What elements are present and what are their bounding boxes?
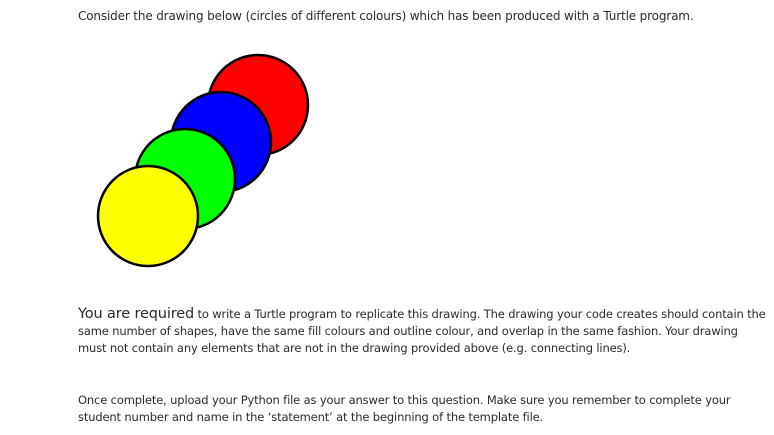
- yellow-circle: [98, 166, 198, 266]
- question-intro: Consider the drawing below (circles of different colours) which has been produced with a Turtle program.: [78, 9, 694, 23]
- instructions-rest: to write a Turtle program to replicate this drawing. The drawing your code creates should contain the same number of shapes, have the same fill colours and outline colour, and overlap in the same fashion. Your drawing must not contain any elements that are not in the drawing provided above (e.g. connecting lines).: [78, 307, 766, 355]
- instructions-paragraph: [78, 306, 768, 357]
- instructions-lead: You are required: [78, 306, 195, 322]
- submission-paragraph: Once complete, upload your Python file as your answer to this question. Make sure you remember to complete your student number and name in the ‘statement’ at the beginning of the template file.: [78, 393, 731, 424]
- turtle-drawing: [90, 50, 320, 275]
